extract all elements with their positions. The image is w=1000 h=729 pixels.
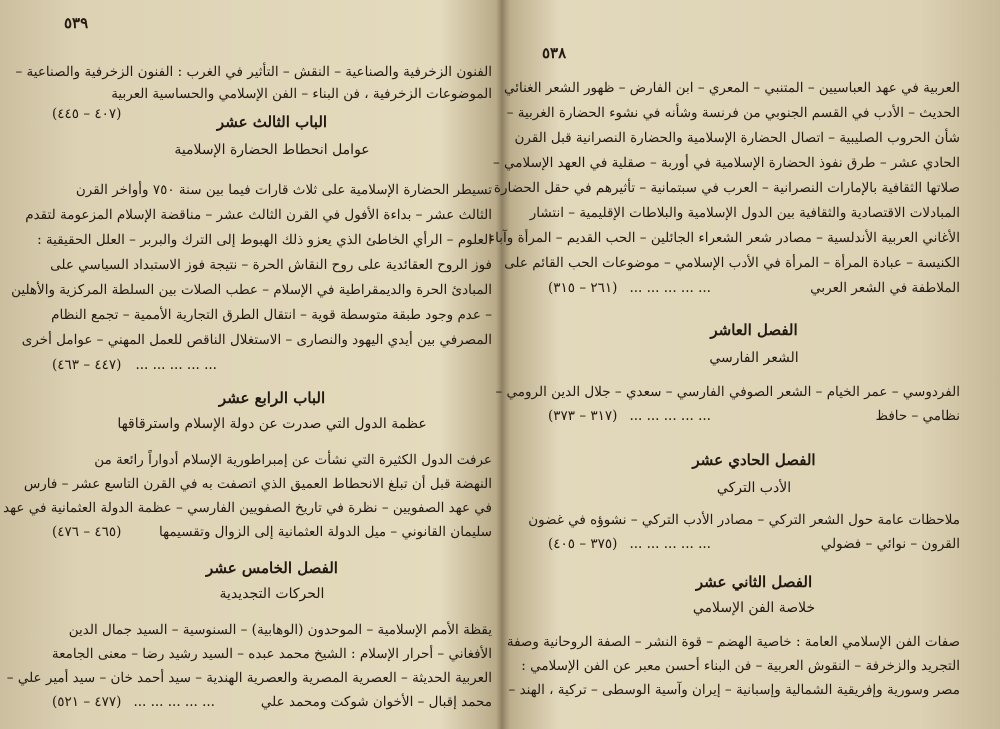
text-line: الثالث عشر – بداءة الأفول في القرن الثالث عشر – مناقضة الإسلام المزعومة لتقدم — [25, 207, 492, 223]
text-line: التجريد والزخرفة – النقوش العربية – فن البناء أحسن معبر عن الفن الإسلامي : — [521, 658, 960, 674]
text-line: الفنون الزخرفية والصناعية – النقش – التأثير في الغرب : الفنون الزخرفية والصناعية – — [15, 64, 492, 80]
text-line — [52, 522, 492, 542]
left-page — [3, 0, 492, 729]
chapter-subtitle: عوامل انحطاط الحضارة الإسلامية — [174, 142, 370, 158]
text-line: المبادلات الاقتصادية والثقافية بين الدول الإسلامية والبلاطات الإقليمية – انتشار — [529, 205, 960, 221]
page-number: ٥٣٩ — [64, 14, 89, 32]
text-line: الحادي عشر – طرق نفوذ الحضارة الإسلامية في أوربة – صقلية في العهد الإسلامي – — [493, 155, 960, 171]
page-range: (٤٤٧ – ٤٦٣) — [52, 357, 122, 373]
text-line: الكنيسة – عبادة المرأة – المرأة في الأدب الإسلامي – موضوعات الحب القائم على — [504, 255, 960, 271]
leader-dots: ... ... ... ... ... — [629, 536, 711, 552]
text-line: الفردوسي – عمر الخيام – الشعر الصوفي الفارسي – سعدي – جلال الدين الرومي – — [495, 384, 960, 400]
page-range: (٣١٧ – ٣٧٣) — [548, 408, 618, 424]
leader-dots: ... ... ... ... ... — [133, 694, 215, 710]
chapter-subtitle: الأدب التركي — [716, 480, 792, 496]
text-line — [548, 406, 960, 426]
chapter-title: الفصل العاشر — [710, 321, 798, 339]
text-line: المبادئ الحرة والديمقراطية في الإسلام – عطب الصلات بين السلطة المركزية والأهلين — [11, 282, 492, 298]
text-line: عرفت الدول الكثيرة التي نشأت عن إمبراطورية الإسلام أدواراً رائعة من — [94, 452, 492, 468]
text-line — [52, 692, 492, 712]
text-line — [548, 534, 960, 554]
chapter-title: الفصل الثاني عشر — [695, 573, 813, 591]
text-line: المصرفي بين أيدي اليهود والنصارى – الاستغلال الناقص للعمل المهني – عوامل أخرى — [21, 332, 492, 348]
text-line: الأفغاني – أحرار الإسلام : الشيخ محمد عبده – السيد رشيد رضا – معنى الجامعة — [51, 646, 492, 662]
text-line: تسيطر الحضارة الإسلامية على ثلاث قارات فيما بين سنة ٧٥٠ وأواخر القرن — [75, 182, 492, 198]
text-line-content: محمد إقبال – الأخوان شوكت ومحمد علي — [260, 694, 492, 710]
text-line: ملاحظات عامة حول الشعر التركي – مصادر الأدب التركي – نشوؤه في غضون — [528, 512, 960, 528]
page-number: ٥٣٨ — [542, 44, 567, 62]
text-line — [548, 278, 960, 298]
chapter-subtitle: الحركات التجديدية — [219, 586, 325, 602]
chapter-subtitle: الشعر الفارسي — [709, 350, 799, 366]
text-line-content: نظامي – حافظ — [875, 408, 960, 424]
text-line-content: الملاطفة في الشعر العربي — [810, 280, 960, 296]
right-page — [488, 0, 960, 729]
text-line-content: سليمان القانوني – ميل الدولة العثمانية إلى الزوال وتقسيمها — [159, 524, 492, 540]
text-line: الحديث – الأدب في القسم الجنوبي من فرنسة وشأنه في نشوء الحضارة الغربية – — [506, 105, 960, 121]
text-line: العلوم – الرأي الخاطئ الذي يعزو ذلك الهبوط إلى الترك والبربر – العلل الحقيقية : — [37, 232, 492, 248]
text-line: في عهد الصفويين – نظرة في تاريخ الصفويين الفارسي – عظمة الدولة العثمانية في عهد — [3, 500, 492, 516]
page-range: (٤٦٥ – ٤٧٦) — [52, 524, 122, 540]
page-range: (٢٦١ – ٣١٥) — [548, 280, 618, 296]
chapter-title: الفصل الحادي عشر — [692, 451, 816, 469]
chapter-title: الفصل الخامس عشر — [206, 559, 338, 577]
text-line: مصر وسورية وإفريقية الشمالية وإسبانية – إيران وآسية الوسطى – تركية ، الهند – — [508, 682, 960, 698]
leader-dots: ... ... ... ... ... — [629, 408, 711, 424]
text-line: العربية في عهد العباسيين – المتنبي – المعري – ابن الفارض – ظهور الشعر الغنائي — [503, 80, 960, 96]
text-line: صلاتها الثقافية بالإمارات النصرانية – العرب في سبتمانية – تأثيرهم في حقل الحضارة — [493, 180, 960, 196]
text-line: يقظة الأمم الإسلامية – الموحدون (الوهابية) – السنوسية – السيد جمال الدين — [68, 622, 492, 638]
text-line: الأغاني العربية الأندلسية – مصادر شعر الشعراء الجائلين – الحب القديم – المرأة وآباء — [488, 230, 960, 246]
chapter-title: الباب الثالث عشر — [216, 113, 328, 131]
page-range: (٣٧٥ – ٤٠٥) — [548, 536, 618, 552]
text-line-content: القرون – نوائي – فضولي — [820, 536, 960, 552]
page-range: (٤٧٧ – ٥٢١) — [52, 694, 122, 710]
leader-dots: ... ... ... ... ... — [629, 280, 711, 296]
text-line: شأن الحروب الصليبية – اتصال الحضارة الإسلامية والحضارة النصرانية قبل القرن — [514, 130, 960, 146]
text-line: العربية الحديثة – العصرية المصرية والعصرية الهندية – سيد أحمد خان – سيد أمير علي – — [6, 670, 492, 686]
chapter-title: الباب الرابع عشر — [218, 389, 326, 407]
text-line: فوز الروح العقائدية على روح النقاش الحرة – نتيجة فوز الاستبداد السياسي على — [50, 257, 492, 273]
page-range: (٤٠٧ – ٤٤٥) — [52, 106, 122, 122]
text-line-content: الموضوعات الزخرفية ، فن البناء – الفن الإسلامي والحساسية العربية — [111, 86, 492, 102]
text-line: – عدم وجود طبقة متوسطة قوية – انتقال الطرق التجارية الأممية – تجمع النظام — [51, 307, 492, 323]
text-line: النهضة قبل أن تبلغ الانحطاط العميق الذي اتصفت به في القرن التاسع عشر – فارس — [23, 476, 492, 492]
leader-dots: ... ... ... ... ... — [135, 357, 217, 373]
text-line: صفات الفن الإسلامي العامة : خاصية الهضم – قوة النشر – الصفة الروحانية وصفة — [506, 634, 960, 650]
chapter-subtitle: عظمة الدول التي صدرت عن دولة الإسلام واسترقاقها — [117, 416, 427, 432]
text-line — [52, 355, 492, 375]
chapter-subtitle: خلاصة الفن الإسلامي — [692, 600, 816, 616]
